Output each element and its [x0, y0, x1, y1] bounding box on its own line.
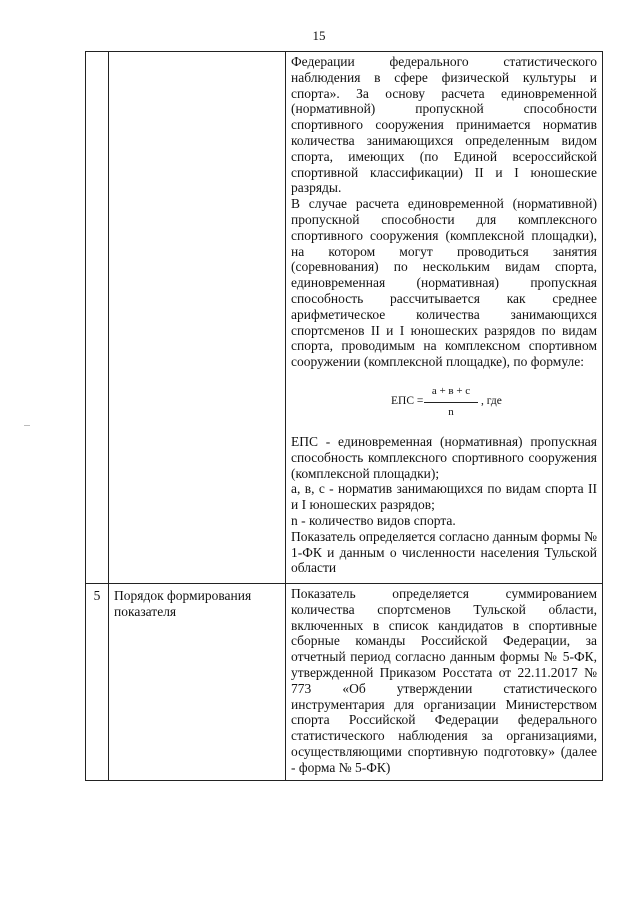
- table-row-5: [86, 584, 603, 781]
- margin-mark: [24, 425, 30, 426]
- formula-fraction: [424, 384, 478, 421]
- formula: [291, 380, 597, 424]
- paragraph: Показатель определяется согласно данным формы № 1-ФК и данным о численности населения Тульской области: [291, 528, 597, 576]
- indicator-table: [85, 51, 603, 781]
- paragraph: ЕПС - единовременная (нормативная) пропускная способность комплексного спортивного сооружения (комплексной площадки);: [291, 433, 597, 481]
- row-name-cell: [109, 52, 286, 584]
- table-row-continuation: [86, 52, 603, 584]
- formula-numerator: а + в + с: [424, 384, 478, 403]
- row-text-cell: [286, 52, 603, 584]
- row-text-cell: [286, 584, 603, 781]
- paragraph: а, в, с - норматив занимающихся по видам спорта II и I юношеских разрядов;: [291, 481, 597, 513]
- row-name-cell: Порядок формирования показателя: [109, 584, 286, 781]
- row-number-cell: [86, 52, 109, 584]
- formula-tail: , где: [481, 394, 502, 407]
- paragraph: Федерации федерального статистического наблюдения в сфере физической культуры и спорта». За основу расчета единовременной (нормативной) пропускной способности спортивного сооружения принимается норматив количества занимающихся определенным видом спорта, имеющих (по Единой всероссийской спортивной классификации) II и I юношеские разряды.: [291, 54, 597, 196]
- formula-lhs: ЕПС =: [391, 394, 424, 407]
- paragraph: Показатель определяется суммированием количества спортсменов Тульской области, включенных в список кандидатов в спортивные сборные команды Российской Федерации, за отчетный период согласно данным формы № 5-ФК, утвержденной Приказом Росстата от 22.11.2017 № 773 «Об утверждении статистического инструментария для организации Министерством спорта Российской Федерации федерального статистического наблюдения за организациями, осуществляющими спортивную подготовку» (далее - форма № 5-ФК): [291, 586, 597, 775]
- paragraph: n - количество видов спорта.: [291, 512, 456, 528]
- formula-denominator: n: [448, 405, 454, 418]
- paragraph: В случае расчета единовременной (нормативной) пропускной способности для комплексного спортивного сооружения (комплексной площадки), на котором могут проводиться занятия (соревнования) по нескольким видам спорта, единовременная (нормативная) пропускная способность рассчитывается как среднее арифметическое количества занимающихся спортсменов II и I юношеских разрядов по видам спорта, проводимым на комплексном спортивном сооружении (комплексной площадке), по формуле:: [291, 196, 597, 370]
- row-number-cell: 5: [86, 584, 109, 781]
- page-number: 15: [312, 28, 326, 43]
